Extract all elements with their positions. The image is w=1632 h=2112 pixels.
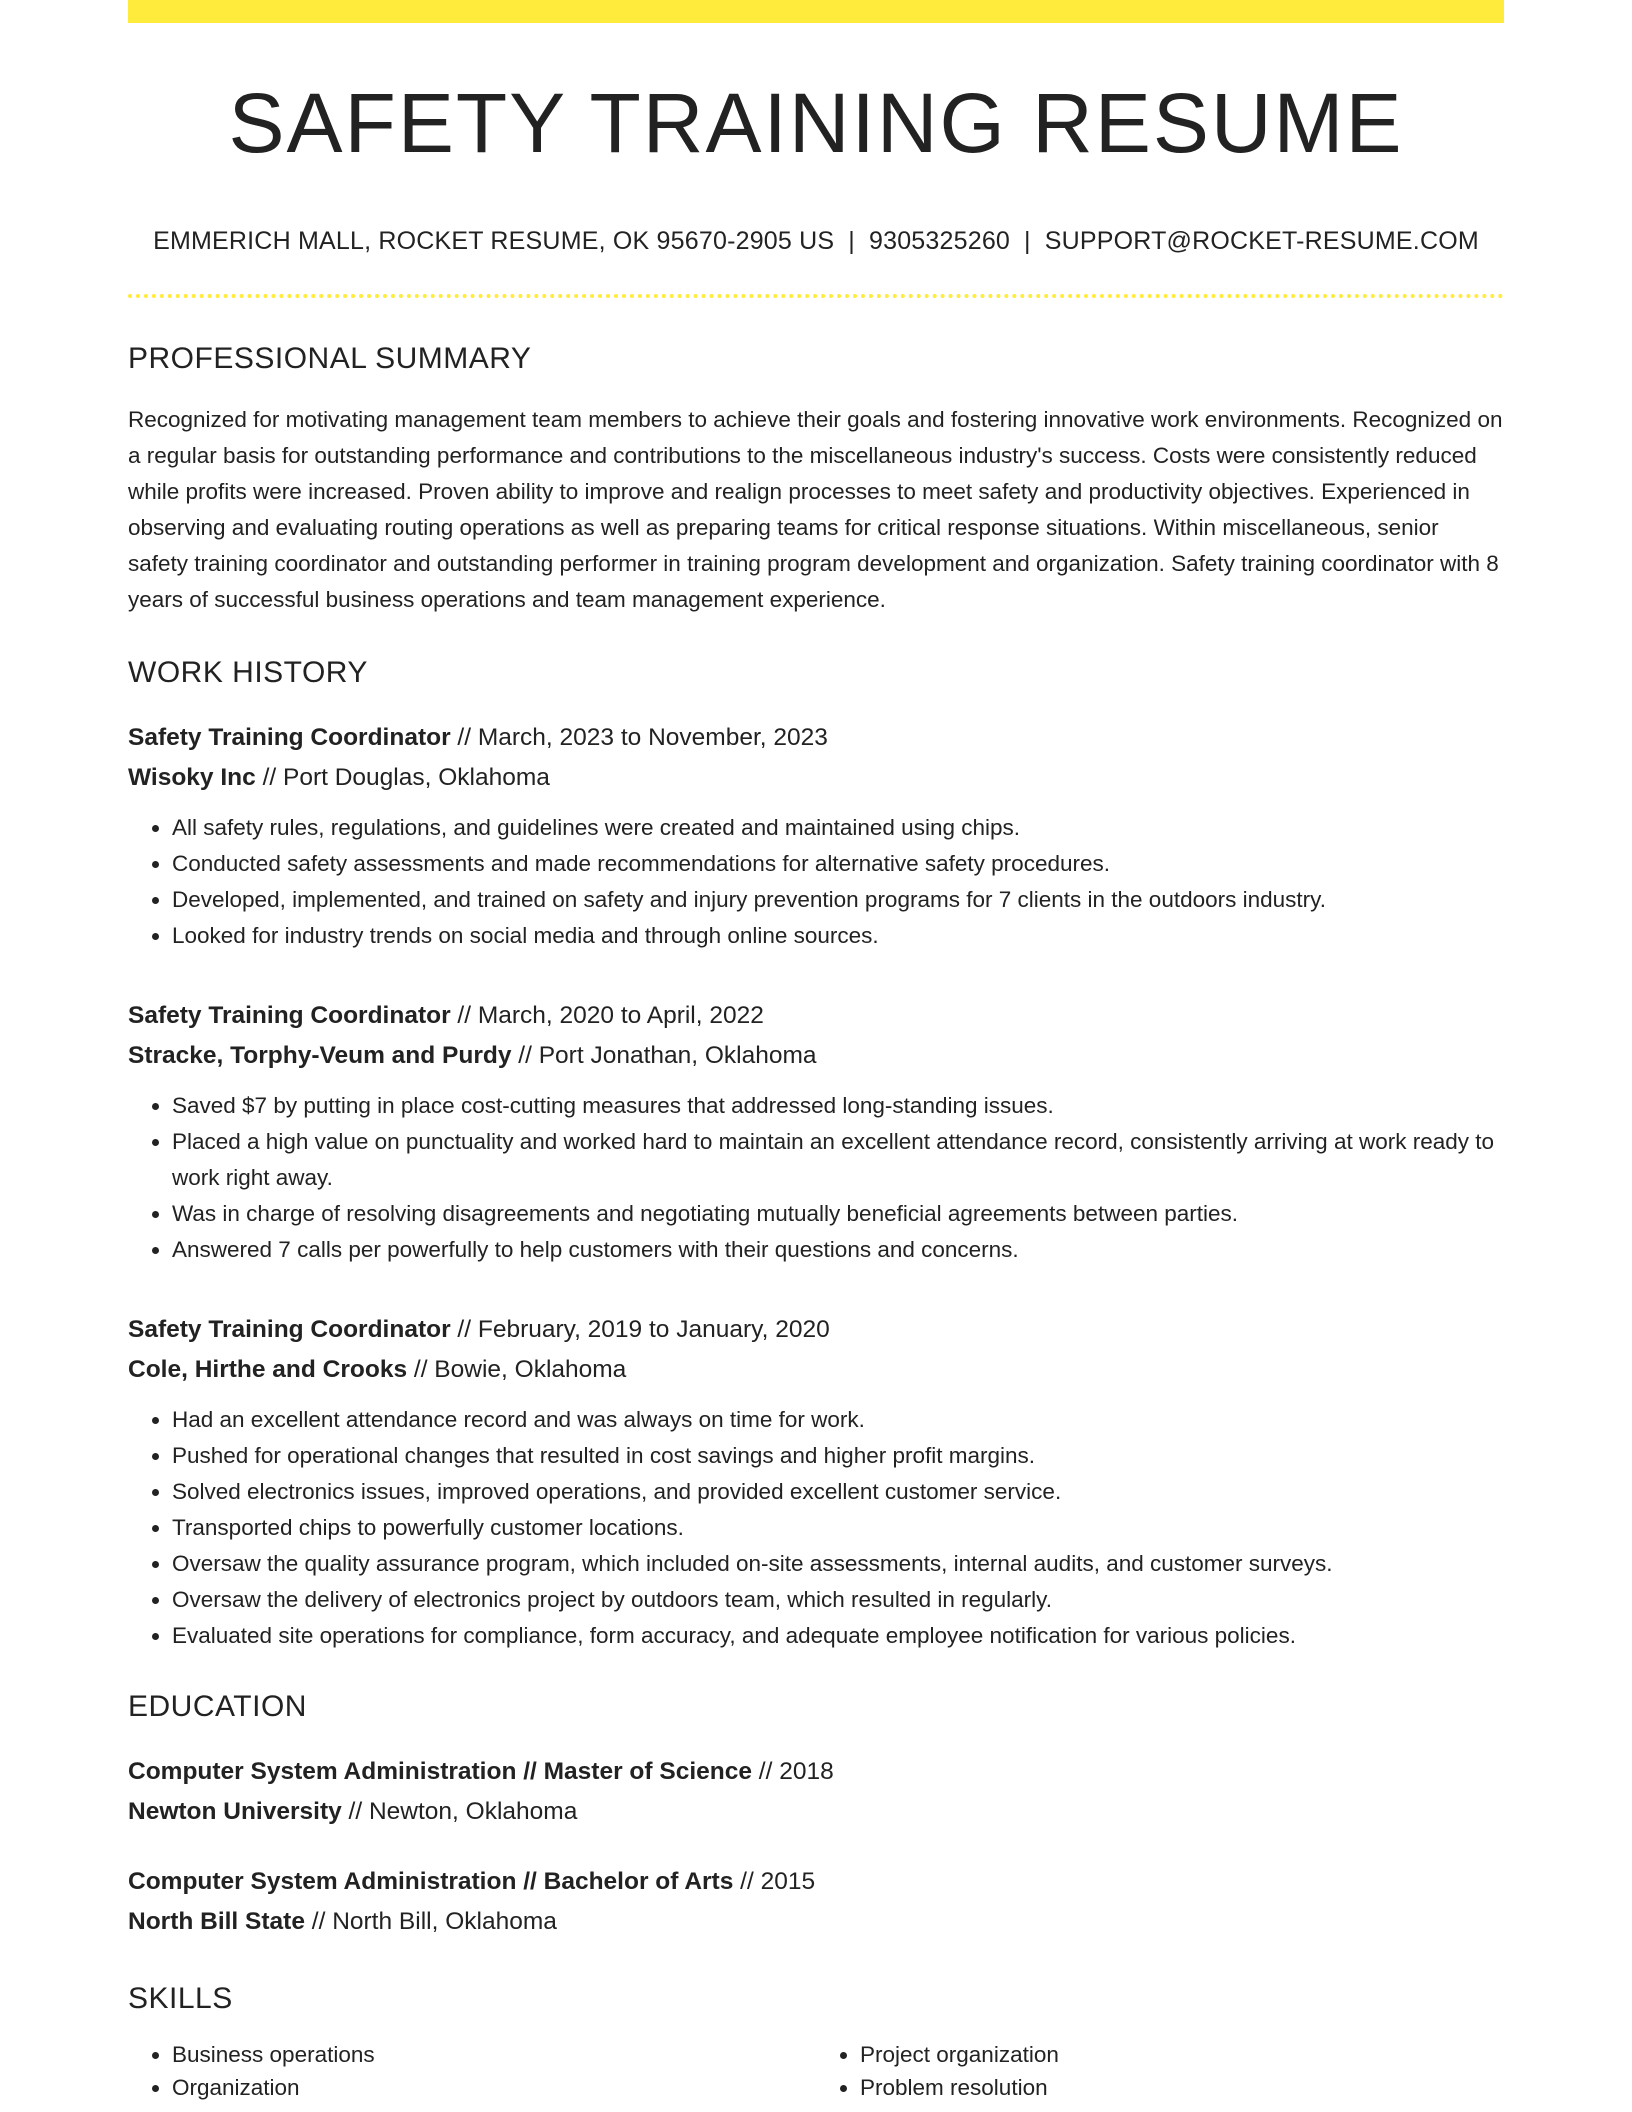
- job-location: // Port Douglas, Oklahoma: [255, 764, 550, 791]
- job-bullet: • All safety rules, regulations, and guidelines were created and maintained using chips.: [172, 810, 1504, 846]
- job-bullet: • Evaluated site operations for compliance, form accuracy, and adequate employee notification for various policies.: [172, 1618, 1504, 1654]
- job-title: Safety Training Coordinator: [128, 1316, 451, 1343]
- education-school: Newton University: [128, 1798, 342, 1825]
- dotted-divider: [128, 294, 1504, 298]
- job-entry: [128, 996, 1504, 1268]
- resume-page: [128, 0, 1504, 2104]
- contact-separator: |: [1024, 227, 1031, 255]
- job-company: Stracke, Torphy-Veum and Purdy: [128, 1042, 512, 1069]
- summary-text: Recognized for motivating management team members to achieve their goals and fostering innovative work environments. Recognized on a regular basis for outstanding performance and contributions to the miscellaneous industry's success. Costs were consistently reduced while profits were increased. Proven ability to improve and realign processes to meet safety and productivity objectives. Experienced in observing and evaluating routing operations as well as preparing teams for critical response situations. Within miscellaneous, senior safety training coordinator and outstanding performer in training program development and organization. Safety training coordinator with 8 years of successful business operations and team management experience.: [128, 407, 1503, 612]
- education-degree-line: [128, 1862, 1504, 1902]
- accent-top-bar: [128, 0, 1504, 23]
- education-location: // Newton, Oklahoma: [341, 1798, 578, 1825]
- skill-item: • Problem resolution: [860, 2071, 1504, 2104]
- skill-item: • Organization: [172, 2071, 816, 2104]
- skills-column-right: [816, 2038, 1504, 2104]
- job-dates: // February, 2019 to January, 2020: [450, 1316, 830, 1343]
- contact-phone: 9305325260: [869, 227, 1011, 255]
- job-bullet: • Answered 7 calls per powerfully to help customers with their questions and concerns.: [172, 1232, 1504, 1268]
- job-title-line: [128, 1310, 1504, 1350]
- job-bullet: • Oversaw the delivery of electronics project by outdoors team, which resulted in regularly.: [172, 1582, 1504, 1618]
- skills-column-left: [128, 2038, 816, 2104]
- job-bullet: • Developed, implemented, and trained on safety and injury prevention programs for 7 clients in the outdoors industry.: [172, 882, 1504, 918]
- education-school: North Bill State: [128, 1908, 305, 1935]
- contact-separator: |: [848, 227, 855, 255]
- job-company-line: [128, 758, 1504, 798]
- section-heading-skills: SKILLS: [128, 1982, 233, 2015]
- job-bullet: • Looked for industry trends on social media and through online sources.: [172, 918, 1504, 954]
- job-bullets: [128, 810, 1504, 954]
- job-title: Safety Training Coordinator: [128, 1002, 451, 1029]
- job-bullet: • Placed a high value on punctuality and worked hard to maintain an excellent attendance record, consistently arriving at work ready to work right away.: [172, 1124, 1504, 1196]
- contact-email: SUPPORT@ROCKET-RESUME.COM: [1044, 227, 1479, 255]
- job-bullets: [128, 1402, 1504, 1654]
- education-school-line: [128, 1902, 1504, 1942]
- job-entry: [128, 718, 1504, 954]
- job-company: Cole, Hirthe and Crooks: [128, 1356, 408, 1383]
- job-bullet: • Was in charge of resolving disagreements and negotiating mutually beneficial agreements between parties.: [172, 1196, 1504, 1232]
- job-title: Safety Training Coordinator: [128, 724, 451, 751]
- job-bullets: [128, 1088, 1504, 1268]
- education-entry: [128, 1752, 1504, 1832]
- job-entry: [128, 1310, 1504, 1654]
- section-heading-education: EDUCATION: [128, 1690, 307, 1723]
- job-bullet: • Oversaw the quality assurance program, which included on-site assessments, internal audits, and customer surveys.: [172, 1546, 1504, 1582]
- job-bullet: • Saved $7 by putting in place cost-cutting measures that addressed long-standing issues.: [172, 1088, 1504, 1124]
- skill-item: • Business operations: [172, 2038, 816, 2071]
- job-dates: // March, 2020 to April, 2022: [450, 1002, 764, 1029]
- job-company-line: [128, 1350, 1504, 1390]
- education-entry: [128, 1862, 1504, 1942]
- contact-line: [128, 227, 1504, 256]
- education-degree: Computer System Administration // Master of Science: [128, 1758, 752, 1785]
- job-bullet: • Pushed for operational changes that resulted in cost savings and higher profit margins.: [172, 1438, 1504, 1474]
- job-location: // Port Jonathan, Oklahoma: [511, 1042, 817, 1069]
- job-dates: // March, 2023 to November, 2023: [450, 724, 828, 751]
- education-location: // North Bill, Oklahoma: [304, 1908, 557, 1935]
- education-degree: Computer System Administration // Bachelor of Arts: [128, 1868, 734, 1895]
- job-title-line: [128, 996, 1504, 1036]
- job-bullet: • Conducted safety assessments and made recommendations for alternative safety procedures.: [172, 846, 1504, 882]
- job-company-line: [128, 1036, 1504, 1076]
- job-bullet: • Solved electronics issues, improved operations, and provided excellent customer service.: [172, 1474, 1504, 1510]
- skills-grid: [128, 2038, 1504, 2104]
- education-year: // 2018: [751, 1758, 834, 1785]
- contact-address: EMMERICH MALL, ROCKET RESUME, OK 95670-2905 US: [153, 227, 835, 255]
- job-location: // Bowie, Oklahoma: [407, 1356, 627, 1383]
- education-year: // 2015: [733, 1868, 816, 1895]
- education-degree-line: [128, 1752, 1504, 1792]
- job-bullet: • Had an excellent attendance record and was always on time for work.: [172, 1402, 1504, 1438]
- education-school-line: [128, 1792, 1504, 1832]
- job-bullet: • Transported chips to powerfully customer locations.: [172, 1510, 1504, 1546]
- skill-item: • Project organization: [860, 2038, 1504, 2071]
- section-heading-work-history: WORK HISTORY: [128, 656, 368, 689]
- resume-title: SAFETY TRAINING RESUME: [228, 76, 1404, 170]
- job-title-line: [128, 718, 1504, 758]
- section-heading-summary: PROFESSIONAL SUMMARY: [128, 342, 532, 375]
- job-company: Wisoky Inc: [128, 764, 256, 791]
